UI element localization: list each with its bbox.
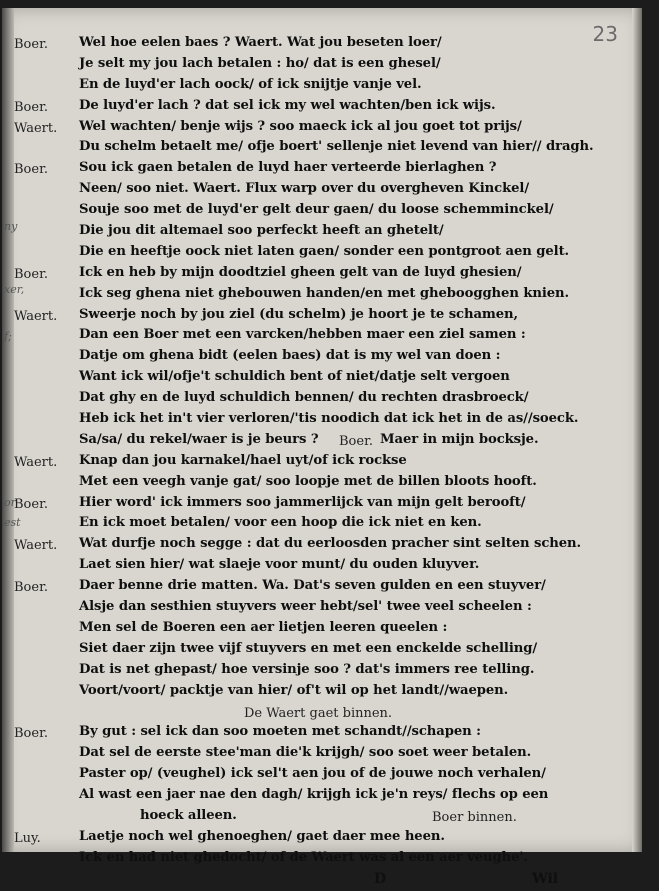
speaker-label: Boer. — [14, 266, 48, 282]
verse-text: Met een veegh vanje gat/ soo loopje met de billen bloots hooft. — [79, 473, 537, 489]
catchword: Wil — [532, 870, 559, 887]
verse-text: Dat sel de eerste stee'man die'k krijgh/ soo soet weer betalen. — [79, 745, 532, 761]
text-line — [2, 640, 642, 661]
text-line — [2, 786, 642, 807]
text-line — [2, 535, 642, 556]
text-line — [2, 97, 642, 118]
verse-text: Voort/voort/ packtje van hier/ of't wil op het landt//waepen. — [79, 682, 509, 698]
verse-text: De luyd'er lach ? dat sel ick my wel wachten/ben ick wijs. — [79, 97, 496, 113]
verse-text: Dan een Boer met een varcken/hebben maer een ziel samen : — [79, 327, 526, 343]
verse-text: Want ick wil/ofje't schuldich bent of niet/datje selt vergoen — [79, 369, 510, 385]
speaker-label: Waert. — [14, 120, 58, 136]
verse-text: Laetje noch wel ghenoeghen/ gaet daer mee heen. — [79, 828, 445, 844]
verse-text: Maer in mijn bocksje. — [380, 431, 539, 447]
text-line — [2, 452, 642, 473]
speaker-label: Waert. — [14, 454, 58, 470]
verse-text: Ick en heb by mijn doodtziel gheen gelt van de luyd ghesien/ — [79, 264, 522, 280]
stage-direction: Boer. — [339, 433, 373, 449]
text-line — [2, 473, 642, 494]
text-line — [2, 723, 642, 744]
book-page — [2, 8, 642, 887]
text-line — [2, 159, 642, 180]
text-line — [2, 849, 642, 870]
text-line — [2, 243, 642, 264]
verse-text: Knap dan jou karnakel/hael uyt/of ick rockse — [79, 452, 407, 468]
text-line — [2, 744, 642, 765]
text-line — [2, 494, 642, 515]
speaker-label: Waert. — [14, 538, 58, 554]
verse-text: Siet daer zijn twee vijf stuyvers en met een enckelde schelling/ — [79, 640, 538, 656]
verse-text: Daer benne drie matten. Wa. Dat's seven gulden en een stuyver/ — [79, 578, 546, 594]
text-line — [2, 870, 642, 891]
text-line — [2, 556, 642, 577]
verse-text: Al wast een jaer nae den dagh/ krijgh ick je'n reys/ flechs op een — [79, 787, 549, 803]
verse-text: By gut : sel ick dan soo moeten met schandt//schapen : — [79, 724, 481, 740]
text-line — [2, 306, 642, 327]
verse-text: Dat is net ghepast/ hoe versinje soo ? dat's immers ree telling. — [79, 661, 535, 677]
speaker-label: Waert. — [14, 308, 58, 324]
text-line — [2, 285, 642, 306]
margin-note: or — [4, 496, 16, 509]
text-line — [2, 598, 642, 619]
text-line — [2, 703, 642, 724]
margin-note: xer, — [4, 283, 25, 296]
page-number: 23 — [592, 22, 618, 46]
speaker-label: Boer. — [14, 37, 48, 52]
speaker-label: Boer. — [14, 580, 48, 596]
verse-text: Paster op/ (veughel) ick sel't aen jou of de jouwe noch verhalen/ — [79, 766, 546, 782]
verse-text: Neen/ soo niet. Waert. Flux warp over du overgheven Kinckel/ — [79, 181, 530, 197]
stage-direction: Boer binnen. — [432, 809, 517, 825]
text-line — [2, 347, 642, 368]
verse-text: Die jou dit altemael soo perfeckt heeft an ghetelt/ — [79, 223, 444, 239]
text-line — [2, 410, 642, 431]
verse-text: hoeck alleen. — [140, 807, 237, 823]
text-line — [2, 389, 642, 410]
text-line — [2, 138, 642, 159]
speaker-label: Boer. — [14, 726, 48, 742]
margin-note: f; — [4, 330, 12, 343]
text-line — [2, 577, 642, 598]
verse-text: Ick en had niet ghedocht/ of de Waert was al een aer veughe'. — [79, 849, 528, 865]
verse-text: Sa/sa/ du rekel/waer is je beurs ? — [79, 431, 319, 447]
verse-text: Sweerje noch by jou ziel (du schelm) je hoort je te schamen, — [79, 306, 519, 322]
text-line — [2, 765, 642, 786]
speaker-label: Boer. — [14, 162, 48, 178]
signature-mark: D — [374, 870, 387, 887]
verse-text: En ick moet betalen/ voor een hoop die ick niet en ken. — [79, 515, 482, 531]
text-line — [2, 180, 642, 201]
text-line — [2, 368, 642, 389]
text-line — [2, 201, 642, 222]
verse-text: Hier word' ick immers soo jammerlijck van mijn gelt berooft/ — [79, 494, 526, 510]
verse-text: Heb ick het in't vier verloren/'tis noodich dat ick het in de as//soeck. — [79, 411, 579, 427]
speaker-label: Boer. — [14, 99, 48, 115]
verse-text: Alsje dan sesthien stuyvers weer hebt/sel' twee veel scheelen : — [79, 599, 532, 615]
speaker-label: Luy. — [14, 830, 41, 846]
text-line — [2, 619, 642, 640]
verse-text: Men sel de Boeren een aer lietjen leeren queelen : — [79, 619, 448, 635]
text-line — [2, 807, 642, 828]
verse-text: Dat ghy en de luyd schuldich bennen/ du rechten drasbroeck/ — [79, 390, 529, 406]
text-line — [2, 682, 642, 703]
text-line — [2, 326, 642, 347]
verse-text: Ick seg ghena niet ghebouwen handen/en met gheboogghen knien. — [79, 285, 570, 301]
text-line — [2, 222, 642, 243]
margin-note: est — [4, 516, 21, 529]
verse-text: Souje soo met de luyd'er gelt deur gaen/ du loose schemminckel/ — [79, 202, 554, 218]
verse-text: En de luyd'er lach oock/ of ick snijtje vanje vel. — [79, 76, 422, 92]
speaker-label: Boer. — [14, 496, 48, 512]
text-line — [2, 118, 642, 139]
text-line — [2, 661, 642, 682]
text-line — [2, 264, 642, 285]
verse-text: Wel hoe eelen baes ? Waert. Wat jou beseten loer/ — [79, 35, 442, 50]
verse-text: Die en heeftje oock niet laten gaen/ sonder een pontgroot aen gelt. — [79, 243, 570, 259]
verse-text: Je selt my jou lach betalen : ho/ dat is een ghesel/ — [79, 55, 441, 71]
verse-text: Sou ick gaen betalen de luyd haer verteerde bierlaghen ? — [79, 160, 497, 176]
text-line — [2, 514, 642, 535]
text-line — [2, 431, 642, 452]
verse-text: Datje om ghena bidt (eelen baes) dat is my wel van doen : — [79, 348, 501, 364]
verse-text: Du schelm betaelt me/ ofje boert' sellenje niet levend van hier// dragh. — [79, 139, 594, 155]
text-line — [2, 76, 642, 97]
verse-text: Wel wachten/ benje wijs ? soo maeck ick al jou goet tot prijs/ — [79, 118, 522, 134]
text-line — [2, 828, 642, 849]
text-line — [2, 55, 642, 76]
stage-direction: De Waert gaet binnen. — [244, 705, 393, 721]
verse-text: Laet sien hier/ wat slaeje voor munt/ du ouden kluyver. — [79, 557, 480, 573]
text-line — [2, 34, 642, 55]
margin-note: ny — [4, 220, 18, 233]
verse-text: Wat durfje noch segge : dat du eerloosden pracher sint selten schen. — [79, 536, 582, 552]
text-block — [2, 34, 642, 891]
